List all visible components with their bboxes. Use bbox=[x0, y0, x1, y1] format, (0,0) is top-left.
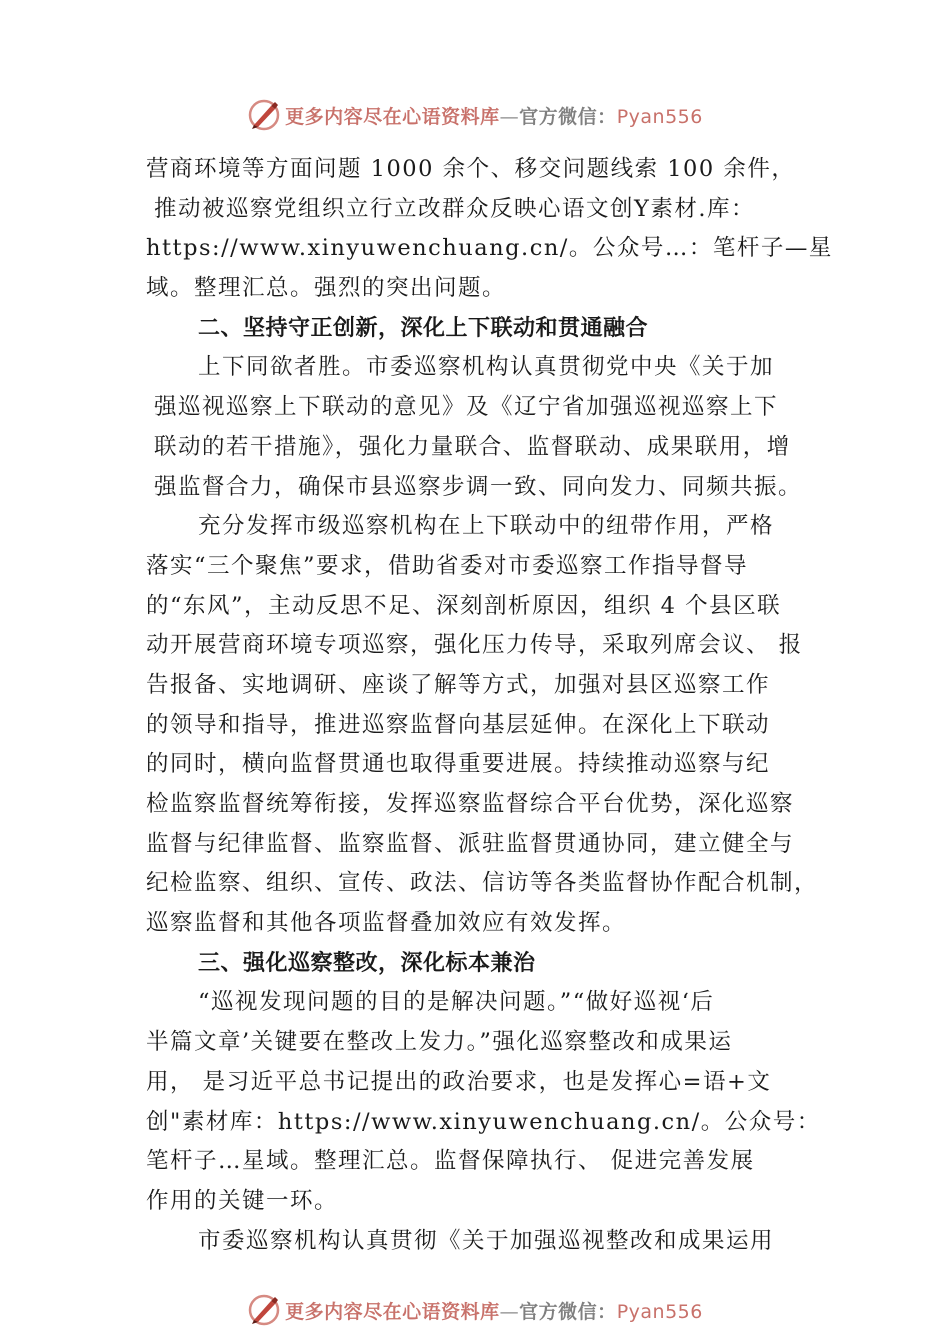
text-line: 检监察监督统筹衔接，发挥巡察监督综合平台优势，深化巡察 bbox=[146, 791, 795, 817]
watermark-wechat-label: 官方微信： bbox=[519, 1300, 617, 1323]
text-line: 用， 是习近平总书记提出的政治要求，也是发挥心=语+文 bbox=[146, 1068, 772, 1095]
text-line: 营商环境等方面问题 1000 余个、移交问题线索 100 余件， bbox=[146, 156, 796, 182]
text-line: 充分发挥市级巡察机构在上下联动中的纽带作用，严格 bbox=[198, 513, 775, 540]
text-line: 市委巡察机构认真贯彻《关于加强巡视整改和成果运用 bbox=[198, 1227, 775, 1254]
text-line: 域。整理汇总。强烈的突出问题。 bbox=[146, 275, 507, 302]
text-line: “巡视发现问题的目的是解决问题。”“做好巡视‘后 bbox=[198, 989, 715, 1016]
watermark-text bbox=[285, 1297, 703, 1324]
text-line: 巡察监督和其他各项监督叠加效应有效发挥。 bbox=[146, 910, 627, 937]
text-line: 联动的若干措施》，强化力量联合、监督联动、成果联用，增 bbox=[154, 433, 791, 460]
text-line: 笔杆子…星域。整理汇总。监督保障执行、 促进完善发展 bbox=[146, 1148, 755, 1175]
text-line: 强巡视巡察上下联动的意见》及《辽宁省加强巡视巡察上下 bbox=[154, 394, 779, 421]
text-line: 作用的关键一环。 bbox=[146, 1187, 339, 1214]
section-heading: 二、坚持守正创新，深化上下联动和贯通融合 bbox=[198, 315, 649, 341]
text-line: 强监督合力，确保市县巡察步调一致、同向发力、同频共振。 bbox=[154, 473, 803, 500]
watermark-main: 更多内容尽在心语资料库 bbox=[285, 105, 500, 128]
section-heading: 三、强化巡察整改，深化标本兼治 bbox=[198, 950, 536, 976]
text-line: https://www.xinyuwenchuang.cn/。公众号…：笔杆子—星 bbox=[146, 235, 833, 262]
watermark-logo-icon bbox=[247, 1293, 281, 1327]
text-line: 的领导和指导，推进巡察监督向基层延伸。在深化上下联动 bbox=[146, 711, 771, 738]
text-line: 上下同欲者胜。市委巡察机构认真贯彻党中央《关于加 bbox=[198, 354, 775, 381]
text-line: 的“东风”，主动反思不足、深刻剖析原因，组织 4 个县区联 bbox=[146, 592, 782, 619]
text-line: 落实“三个聚焦”要求，借助省委对市委巡察工作指导督导 bbox=[146, 552, 749, 579]
watermark-wechat-label: 官方微信： bbox=[519, 105, 617, 128]
text-line: 的同时，横向监督贯通也取得重要进展。持续推动巡察与纪 bbox=[146, 751, 771, 778]
watermark-dash: — bbox=[499, 105, 520, 128]
document-body bbox=[146, 150, 836, 1261]
watermark-wechat-id: Pyan556 bbox=[616, 1300, 703, 1323]
text-line: 告报备、实地调研、座谈了解等方式，加强对县区巡察工作 bbox=[146, 671, 771, 698]
text-line: 动开展营商环境专项巡察，强化压力传导，采取列席会议、 报 bbox=[146, 632, 803, 659]
watermark-wechat-id: Pyan556 bbox=[616, 105, 703, 128]
watermark-dash: — bbox=[499, 1300, 520, 1323]
watermark-footer bbox=[0, 1290, 950, 1330]
watermark-text bbox=[285, 102, 703, 129]
text-line: 半篇文章’关键要在整改上发力。”强化巡察整改和成果运 bbox=[146, 1029, 733, 1056]
watermark-logo-icon bbox=[247, 98, 281, 132]
text-line: 监督与纪律监督、监察监督、派驻监督贯通协同，建立健全与 bbox=[146, 830, 795, 857]
watermark-header bbox=[0, 95, 950, 135]
watermark-main: 更多内容尽在心语资料库 bbox=[285, 1300, 500, 1323]
text-line: 创"素材库：https://www.xinyuwenchuang.cn/。公众号： bbox=[146, 1108, 821, 1135]
text-line: 推动被巡察党组织立行立改群众反映心语文创Y素材.库： bbox=[154, 195, 756, 222]
text-line: 纪检监察、组织、宣传、政法、信访等各类监督协作配合机制， bbox=[146, 870, 819, 897]
